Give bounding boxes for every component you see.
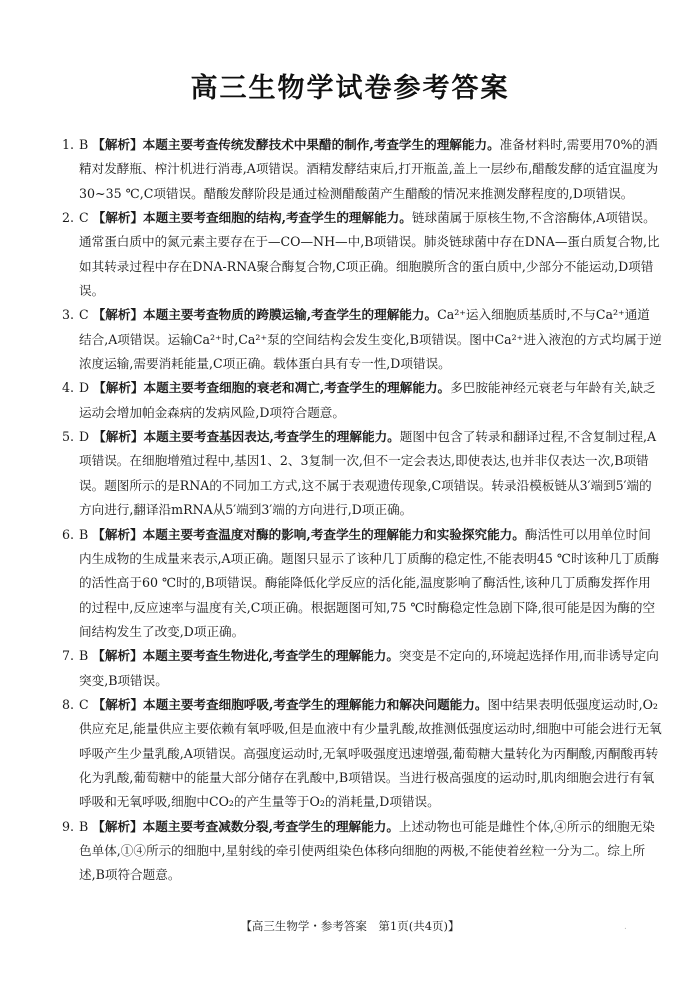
analysis-text: 上述动物也可能是雌性个体,④所示的细胞无染色单体,①④所示的细胞中,星射线的牵引使两组染色体移向细胞的两极,不能使着丝粒一分为二。综上所述,B项符合题意。	[79, 818, 655, 883]
analysis-summary: 本题主要考查细胞呼吸,考查学生的理解能力和解决问题能力。	[143, 696, 488, 712]
analysis-summary: 本题主要考查细胞的衰老和凋亡,考查学生的理解能力。	[143, 380, 451, 396]
analysis-summary: 本题主要考查传统发酵技术中果醋的制作,考查学生的理解能力。	[142, 137, 500, 152]
analysis-text: 链球菌属于原核生物,不含溶酶体,A项错误。通常蛋白质中的氮元素主要存在于—CO—NH—中,B项错误。肺炎链球菌中存在DNA—蛋白质复合物,比如其转录过程中存在DNA-RNA聚合酶复合物,C项正确。细胞膜所含的蛋白质中,少部分不能运动,D项错误。	[79, 210, 660, 299]
answer-list	[62, 133, 662, 888]
analysis-summary: 本题主要考查基因表达,考查学生的理解能力。	[143, 429, 400, 445]
analysis-tag: 【解析】	[92, 696, 144, 712]
answer-letter: D	[79, 429, 90, 445]
analysis-text: 准备材料时,需要用70%的酒精对发酵瓶、榨汁机进行消毒,A项错误。酒精发酵结束后,打开瓶盖,盖上一层纱布,醋酸发酵的适宜温度为30~35 ℃,C项错误。醋酸发酵阶段是通过检测醋酸菌产生醋酸的情况来推测发酵程度的,D项错误。	[79, 137, 659, 201]
item-number: 4.	[62, 380, 75, 396]
answer-item	[62, 425, 662, 522]
analysis-tag: 【解析】	[92, 307, 144, 323]
analysis-text: 突变是不定向的,环境起选择作用,而非诱导定向突变,B项错误。	[79, 648, 659, 688]
analysis-tag: 【解析】	[92, 137, 143, 152]
answer-letter: B	[79, 648, 89, 664]
analysis-summary: 本题主要考查物质的跨膜运输,考查学生的理解能力。	[143, 307, 438, 323]
answer-letter: C	[79, 307, 89, 323]
answer-letter: C	[79, 210, 89, 226]
analysis-tag: 【解析】	[93, 429, 144, 445]
analysis-summary: 本题主要考查细胞的结构,考查学生的理解能力。	[143, 210, 412, 226]
answer-item	[62, 376, 662, 425]
analysis-text: Ca²⁺运入细胞质基质时,不与Ca²⁺通道结合,A项错误。运输Ca²⁺时,Ca²⁺泵的空间结构会发生变化,B项错误。图中Ca²⁺进入液泡的方式均属于逆浓度运输,需要消耗能量,C项正确。载体蛋白具有专一性,D项错误。	[79, 307, 662, 372]
analysis-text: 酶活性可以用单位时间内生成物的生成量来表示,A项正确。题图只显示了该种几丁质酶的稳定性,不能表明45 ℃时该种几丁质酶的活性高于60 ℃时的,B项错误。酶能降低化学反应的活化能,温度影响了酶活性,该种几丁质酶发挥作用的过程中,反应速率与温度有关,C项正确。根据题图可知,75 ℃时酶稳定性急剧下降,很可能是因为酶的空间结构发生了改变,D项正确。	[79, 526, 660, 639]
answer-letter: B	[79, 137, 89, 152]
answer-letter: B	[79, 818, 89, 834]
corner-mark: .	[624, 922, 627, 932]
answer-item	[62, 693, 662, 815]
page-title: 高三生物学试卷参考答案	[190, 73, 510, 104]
analysis-tag: 【解析】	[92, 210, 144, 226]
answer-letter: B	[79, 526, 89, 542]
answer-item	[62, 206, 662, 303]
analysis-text: 多巴胺能神经元衰老与年龄有关,缺乏运动会增加帕金森病的发病风险,D项符合题意。	[79, 380, 656, 420]
analysis-tag: 【解析】	[92, 818, 143, 834]
item-number: 9.	[62, 818, 75, 834]
analysis-summary: 本题主要考查减数分裂,考查学生的理解能力。	[142, 818, 399, 834]
answer-item	[62, 644, 662, 693]
analysis-summary: 本题主要考查温度对酶的影响,考查学生的理解能力和实验探究能力。	[142, 526, 525, 542]
item-number: 8.	[62, 696, 75, 712]
analysis-text: 题图中包含了转录和翻译过程,不含复制过程,A项错误。在细胞增殖过程中,基因1、2、3复制一次,但不一定会表达,即使表达,也并非仅表达一次,B项错误。题图所示的是RNA的不同加工方式,这不属于表观遗传现象,C项错误。转录沿模板链从3′端到5′端的方向进行,翻译沿mRNA从5′端到3′端的方向进行,D项正确。	[79, 429, 657, 518]
item-number: 6.	[62, 526, 75, 542]
analysis-text: 图中结果表明低强度运动时,O₂供应充足,能量供应主要依赖有氧呼吸,但是血液中有少量乳酸,故推测低强度运动时,细胞中可能会进行无氧呼吸产生少量乳酸,A项错误。高强度运动时,无氧呼吸强度迅速增强,葡萄糖大量转化为丙酮酸,丙酮酸再转化为乳酸,葡萄糖中的能量大部分储存在乳酸中,B项错误。当进行极高强度的运动时,肌肉细胞会进行有氧呼吸和无氧呼吸,细胞中CO₂的产生量等于O₂的消耗量,D项错误。	[79, 696, 662, 810]
answer-item	[62, 523, 662, 645]
analysis-tag: 【解析】	[93, 380, 144, 396]
page-footer: 【高三生物学・参考答案 第1页(共4页)】	[240, 919, 460, 933]
item-number: 1.	[62, 137, 75, 152]
item-number: 7.	[62, 648, 75, 664]
answer-letter: D	[79, 380, 90, 396]
answer-letter: C	[79, 696, 89, 712]
item-number: 5.	[62, 429, 75, 445]
analysis-tag: 【解析】	[92, 648, 143, 664]
answer-item	[62, 303, 662, 376]
analysis-tag: 【解析】	[92, 526, 143, 542]
item-number: 3.	[62, 307, 75, 323]
item-number: 2.	[62, 210, 75, 226]
answer-item	[62, 133, 662, 206]
answer-item	[62, 815, 662, 888]
analysis-summary: 本题主要考查生物进化,考查学生的理解能力。	[142, 648, 399, 664]
